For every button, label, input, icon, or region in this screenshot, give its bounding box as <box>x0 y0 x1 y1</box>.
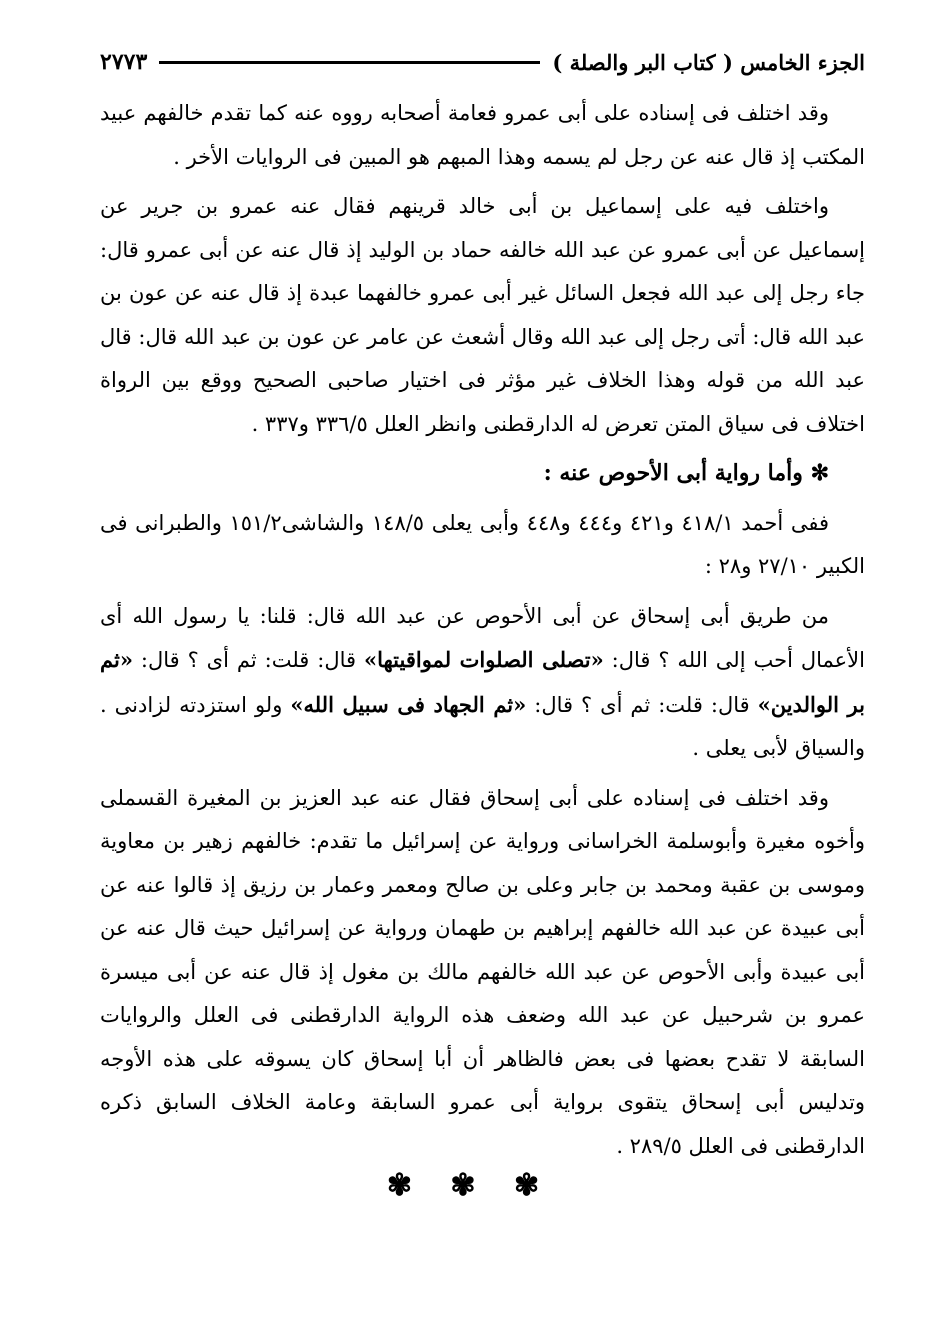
paragraph-1 <box>100 92 865 179</box>
running-title: الجزء الخامس ( كتاب البر والصلة ) <box>552 49 865 75</box>
page-header <box>100 40 865 84</box>
asterisk-icon: ✻ <box>810 460 829 486</box>
paragraph-2-text: واختلف فيه على إسماعيل بن أبى خالد قرينهم فقال عنه عمرو بن جرير عن إسماعيل عن أبى عمرو عن عبد الله خالفه حماد بن الوليد إذ قال عنه عن أبى عمرو قال: جاء رجل إلى عبد الله فجعل السائل غير أبى عمرو خالفهما عبدة إذ قال عنه عن عون بن عبد الله قال: أتى رجل إلى عبد الله وقال أشعث عن عامر عن عون بن عبد الله قال: قال عبد الله من قوله وهذا الخلاف غير مؤثر فى اختيار صاحبى الصحيح ووقع بين الرواة اختلاف فى سياق المتن تعرض له الدارقطنى وانظر العلل ٣٣٦/٥ و٣٣٧ . <box>100 194 865 436</box>
header-rule <box>159 61 540 64</box>
hadith-quote-3: «ثم الجهاد فى سبيل الله» <box>290 691 527 717</box>
paragraph-4-text-a: من طريق أبى إسحاق عن أبى الأحوص عن عبد الله قال: قلنا: يا رسول الله أى الأعمال أحب إلى الله ؟ قال: <box>100 603 865 672</box>
paragraph-5 <box>100 777 865 1169</box>
paragraph-4-text-e: قال: قلت: ثم أى ؟ قال: <box>526 692 758 717</box>
paragraph-2 <box>100 185 865 446</box>
hadith-quote-1: «تصلى الصلوات لمواقيتها» <box>363 647 604 672</box>
page-number: ٢٧٧٣ <box>100 49 148 75</box>
section-heading <box>100 452 865 496</box>
hadith-quote-2: «ثم بر الوالدين» <box>100 647 865 717</box>
paragraph-5-text: وقد اختلف فى إسناده على أبى إسحاق فقال عنه عبد العزيز بن المغيرة القسملى وأخوه مغيرة وأبوسلمة الخراسانى ورواية عن إسرائيل ما تقدم: خالفهم زهير بن معاوية وموسى بن عقبة ومحمد بن جابر وعلى بن صالح ومعمر وعمار بن رزيق إذ قالوا عنه عن أبى عبيدة عن عبد الله خالفهم إبراهيم بن طهمان ورواية عن إسرائيل حيث قال عنه عن أبى عبيدة وأبى الأحوص عن عبد الله خالفهم مالك بن مغول إذ قال عنه عن أبى ميسرة عمرو بن شرحبيل عن عبد الله وضعف هذه الرواية الدارقطنى فى العلل والروايات السابقة لا تقدح بعضها فى بعض فالظاهر أن أبا إسحاق كان يسوقه على هذه الأوجه وتدليس أبى إسحاق يتقوى برواية أبى عمرو السابقة وعامة الخلاف السابق ذكره الدارقطنى فى العلل ٢٨٩/٥ . <box>100 785 865 1158</box>
paragraph-4 <box>100 595 865 771</box>
paragraph-4-text-c: قال: قلت: ثم أى ؟ قال: <box>132 648 364 672</box>
paragraph-3 <box>100 502 865 589</box>
paragraph-4-text-g: ولو استزدته لزادنى . والسياق لأبى يعلى . <box>100 692 865 760</box>
paragraph-3-text: ففى أحمد ٤١٨/١ و٤٢١ و٤٤٤ و٤٤٨ وأبى يعلى ١٤٨/٥ والشاشى١٥١/٢ والطبرانى فى الكبير ٢٧/١٠ و٢٨ : <box>100 510 865 578</box>
main-text <box>100 92 865 1174</box>
section-heading-text: وأما رواية أبى الأحوص عنه : <box>543 460 803 486</box>
section-separator: ✾ ✾ ✾ <box>386 1168 554 1203</box>
paragraph-1-text: وقد اختلف فى إسناده على أبى عمرو فعامة أصحابه رووه عنه كما تقدم خالفهم عبيد المكتب إذ قال عنه عن رجل لم يسمه وهذا المبهم هو المبين فى الروايات الأخر . <box>100 101 865 169</box>
